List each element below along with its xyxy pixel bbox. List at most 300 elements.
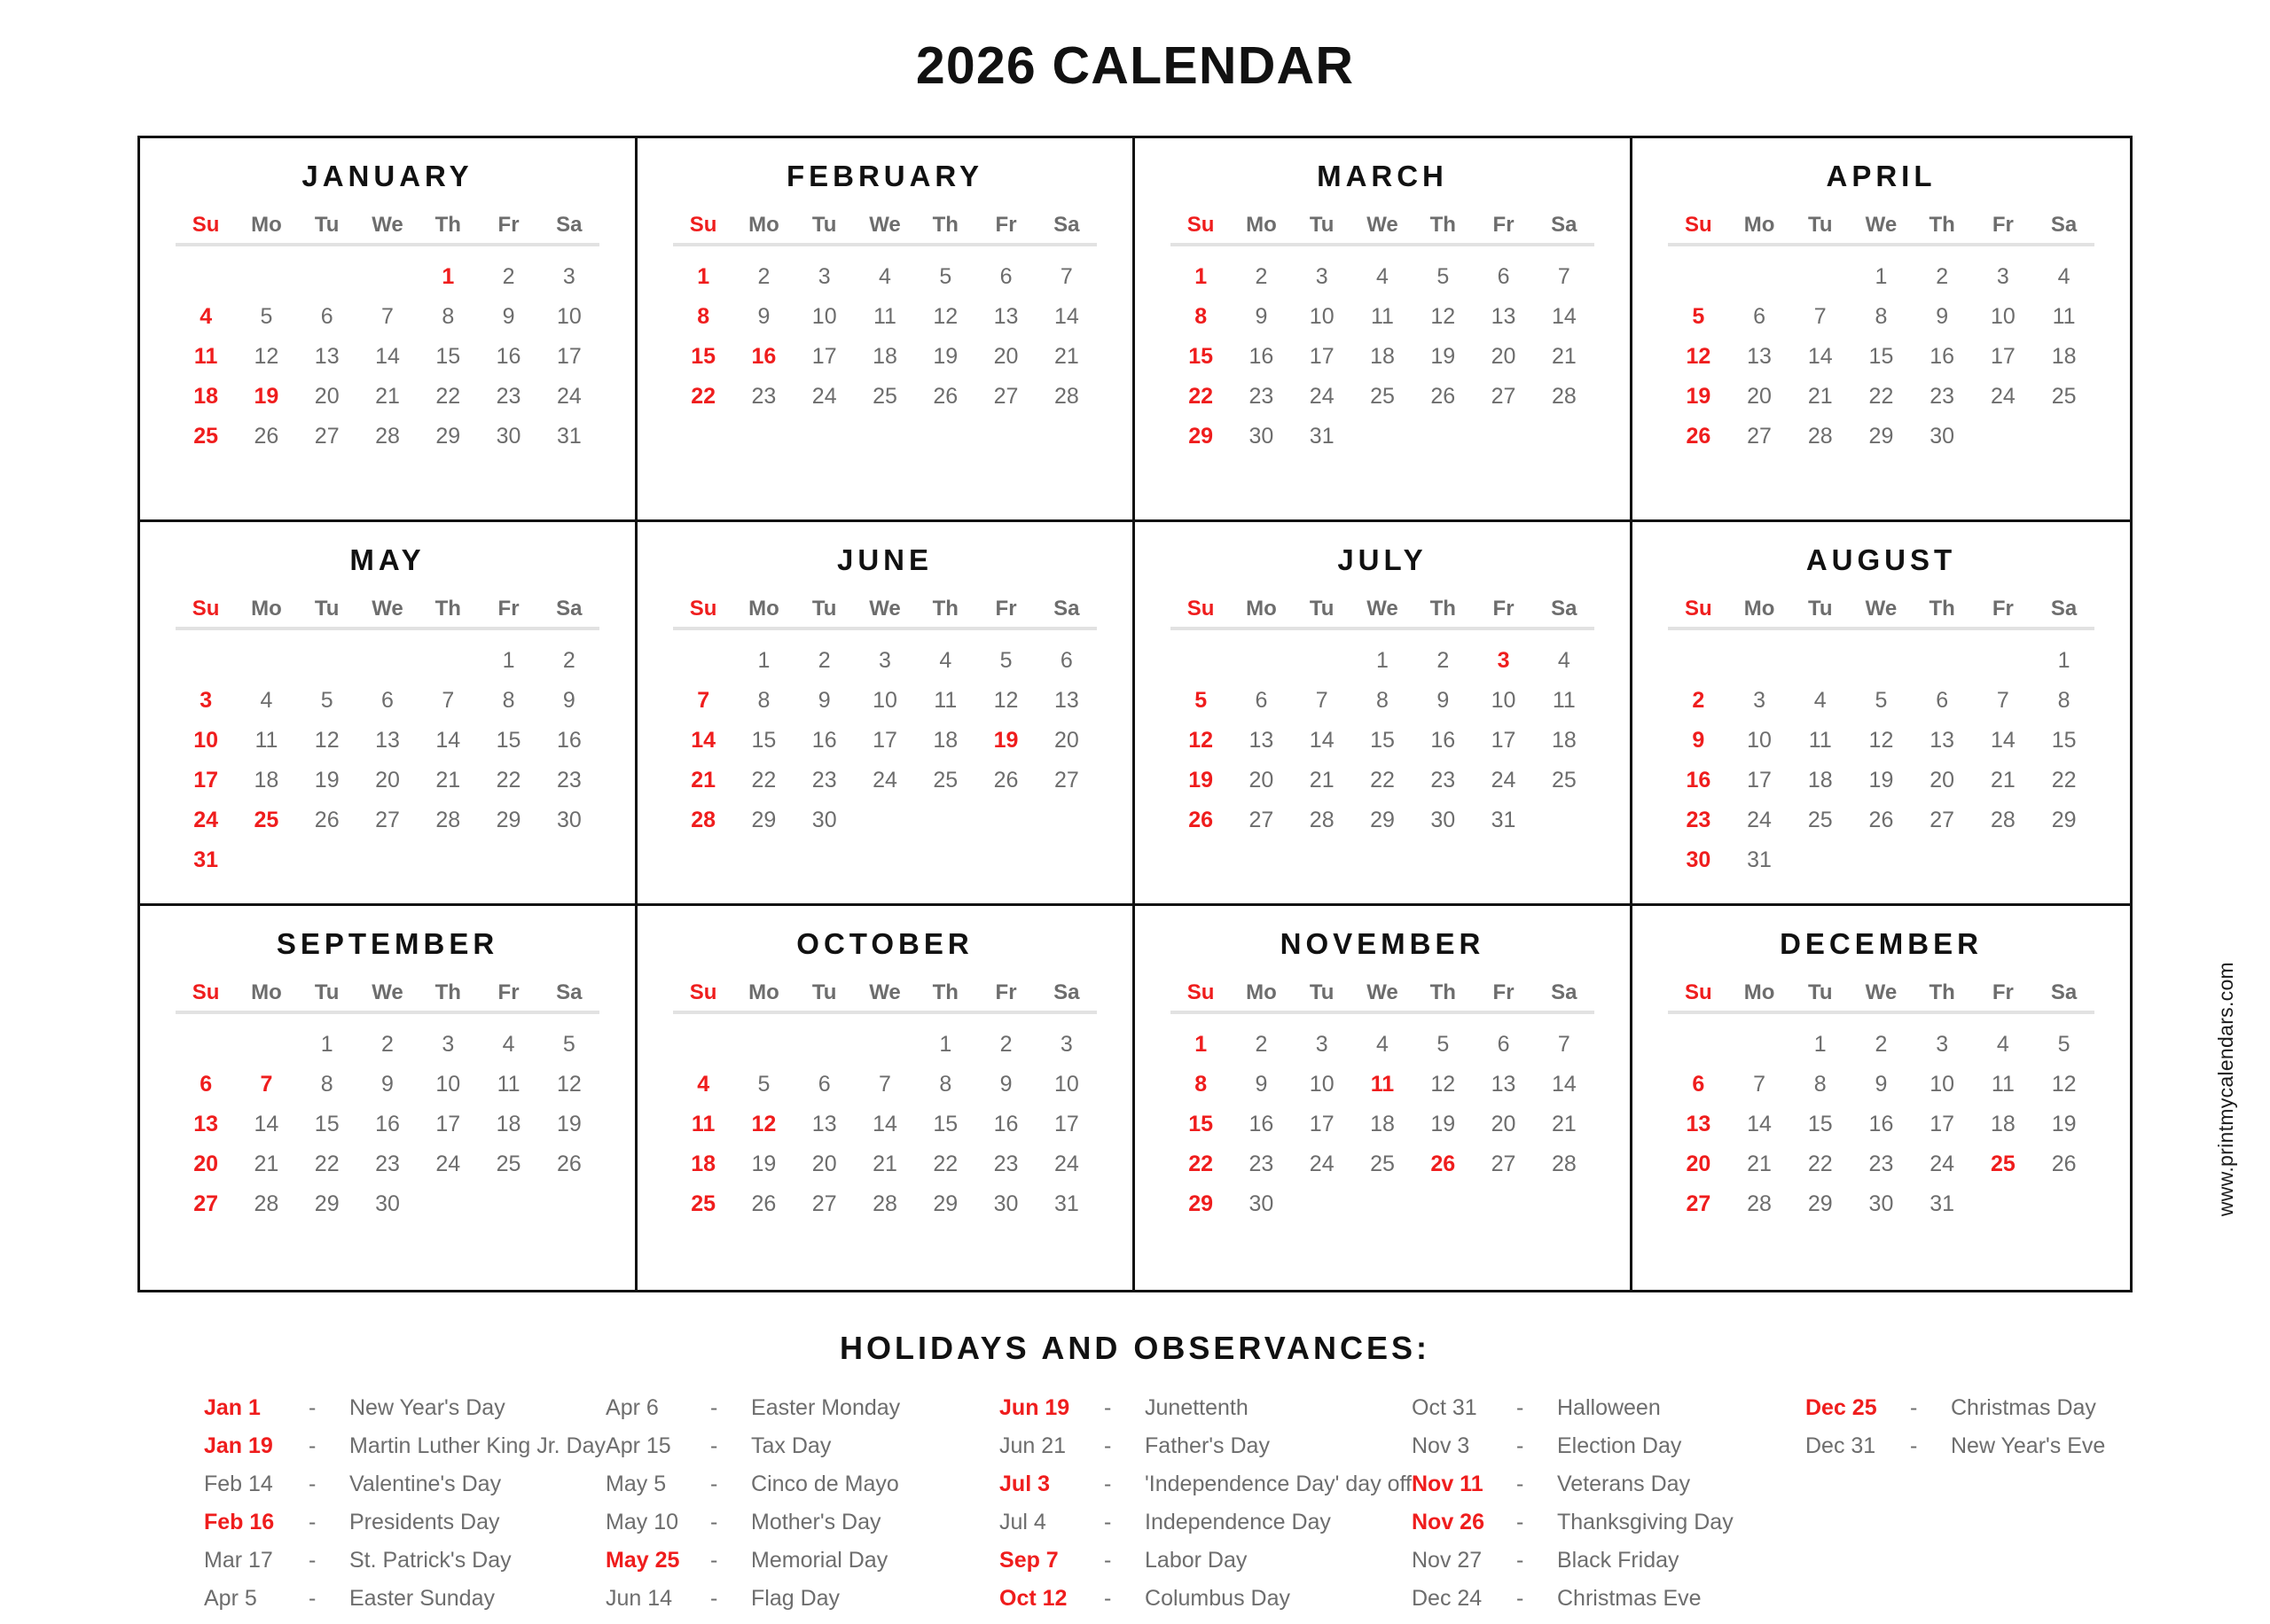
weekday-header-sa: Sa (1551, 212, 1577, 237)
holiday-row (999, 1586, 1412, 1624)
day-cell: 26 (314, 807, 340, 832)
day-cell: 17 (873, 727, 897, 753)
day-cell: 22 (314, 1151, 340, 1176)
day-cell: 7 (697, 687, 710, 713)
day-cell: 6 (381, 687, 394, 713)
day-cell: 19 (751, 1151, 777, 1176)
weekday-header-fr: Fr (1492, 596, 1515, 621)
day-cell: 1 (757, 647, 771, 673)
day-cell: 10 (1309, 1071, 1335, 1097)
day-cell: 24 (1990, 383, 2016, 409)
week-row (1668, 1105, 2094, 1144)
weekday-header-sa: Sa (556, 596, 583, 621)
day-cell: 5 (260, 303, 273, 329)
month-title: MARCH (1317, 159, 1448, 192)
month-block-june (638, 522, 1135, 906)
day-cell: 31 (556, 423, 582, 449)
day-cell: 24 (1309, 383, 1335, 409)
day-cell: 24 (811, 383, 837, 409)
day-cell: 18 (1370, 343, 1395, 369)
day-cell: 28 (435, 807, 461, 832)
week-row (1170, 630, 1594, 681)
day-cell: 15 (1868, 343, 1894, 369)
day-cell: 5 (562, 1031, 575, 1057)
weekday-header-th: Th (1429, 596, 1456, 621)
day-cell: 13 (1930, 727, 1955, 753)
day-cell: 19 (1686, 383, 1711, 409)
holiday-separator: - (1104, 1547, 1112, 1573)
holiday-separator: - (1104, 1585, 1112, 1611)
empty-day-cell (236, 630, 296, 681)
empty-day-cell (478, 1184, 538, 1224)
month-day-grid (176, 597, 599, 880)
day-cell: 31 (1747, 847, 1772, 872)
empty-day-cell (297, 246, 357, 297)
weekday-header-th: Th (434, 596, 461, 621)
holiday-row (204, 1510, 606, 1548)
day-cell: 7 (879, 1071, 891, 1097)
week-row (1170, 1014, 1594, 1065)
weekday-header-we: We (1366, 212, 1398, 237)
week-row (1668, 681, 2094, 721)
holiday-separator: - (309, 1433, 317, 1458)
week-row (176, 1014, 599, 1065)
day-cell: 26 (254, 423, 279, 449)
day-cell: 21 (873, 1151, 897, 1176)
day-cell: 10 (1309, 303, 1335, 329)
empty-day-cell (2033, 840, 2094, 880)
weekday-header-sa: Sa (1053, 980, 1080, 1004)
week-row (673, 1105, 1097, 1144)
day-cell: 17 (811, 343, 837, 369)
day-cell: 5 (1875, 687, 1888, 713)
day-cell: 31 (193, 847, 219, 872)
months-grid (137, 136, 2133, 1292)
day-cell: 2 (1436, 647, 1450, 673)
day-cell: 2 (1936, 263, 1949, 289)
weekday-header-th: Th (1929, 212, 1955, 237)
empty-day-cell (1729, 1014, 1790, 1065)
week-row (673, 377, 1097, 417)
day-cell: 11 (1370, 1071, 1395, 1097)
empty-day-cell (1352, 417, 1413, 457)
day-cell: 16 (1248, 343, 1274, 369)
day-cell: 3 (442, 1031, 455, 1057)
holiday-separator: - (710, 1433, 718, 1458)
day-cell: 12 (933, 303, 959, 329)
day-cell: 20 (1747, 383, 1772, 409)
day-cell: 26 (1430, 1151, 1456, 1176)
day-cell: 6 (1497, 1031, 1510, 1057)
day-cell: 31 (1930, 1191, 1955, 1216)
day-cell: 28 (375, 423, 400, 449)
month-day-grid (673, 597, 1097, 840)
month-day-grid (1170, 980, 1594, 1224)
week-row (1170, 1144, 1594, 1184)
day-cell: 1 (697, 263, 710, 289)
holiday-separator: - (309, 1394, 317, 1420)
day-cell: 9 (757, 303, 771, 329)
weekday-header-tu: Tu (1807, 980, 1833, 1004)
month-day-grid (673, 213, 1097, 417)
day-cell: 25 (193, 423, 219, 449)
empty-day-cell (855, 1014, 915, 1065)
week-row (1170, 417, 1594, 457)
day-cell: 7 (381, 303, 394, 329)
day-cell: 4 (697, 1071, 710, 1097)
day-cell: 17 (556, 343, 582, 369)
day-cell: 29 (2051, 807, 2077, 832)
day-cell: 21 (1053, 343, 1079, 369)
day-cell: 1 (939, 1031, 952, 1057)
day-cell: 5 (1194, 687, 1208, 713)
empty-day-cell (418, 1184, 478, 1224)
day-cell: 4 (1376, 263, 1389, 289)
day-cell: 23 (1248, 383, 1274, 409)
day-cell: 18 (1807, 767, 1833, 792)
day-cell: 1 (320, 1031, 333, 1057)
holiday-date: Jan 1 (204, 1394, 261, 1420)
holiday-column (204, 1395, 606, 1624)
holiday-date: Jul 3 (999, 1471, 1050, 1496)
day-cell: 29 (314, 1191, 340, 1216)
day-cell: 28 (1551, 1151, 1577, 1176)
weekday-header-mo: Mo (1743, 596, 1775, 621)
week-row (1170, 1184, 1594, 1224)
holiday-name: Father's Day (1145, 1433, 1270, 1458)
weekday-header-fr: Fr (1492, 980, 1515, 1004)
day-cell: 4 (502, 1031, 515, 1057)
day-cell: 14 (873, 1111, 897, 1136)
day-cell: 8 (320, 1071, 333, 1097)
week-row (1668, 417, 2094, 457)
empty-day-cell (236, 1014, 296, 1065)
weekday-header-mo: Mo (251, 980, 282, 1004)
holiday-row (606, 1395, 999, 1433)
day-cell: 27 (193, 1191, 219, 1216)
day-cell: 18 (1551, 727, 1577, 753)
holiday-name: Flag Day (751, 1585, 841, 1611)
day-cell: 19 (1430, 1111, 1456, 1136)
weekday-header-th: Th (1429, 212, 1456, 237)
day-cell: 8 (1194, 1071, 1208, 1097)
holiday-separator: - (309, 1547, 317, 1573)
day-cell: 28 (254, 1191, 279, 1216)
day-cell: 5 (1436, 263, 1450, 289)
day-cell: 5 (1436, 1031, 1450, 1057)
weekday-header-mo: Mo (1246, 596, 1277, 621)
holiday-separator: - (1516, 1547, 1524, 1573)
weekday-header-sa: Sa (1053, 212, 1080, 237)
day-cell: 29 (933, 1191, 959, 1216)
week-row (1668, 800, 2094, 840)
day-cell: 25 (933, 767, 959, 792)
day-cell: 29 (751, 807, 777, 832)
day-cell: 12 (1430, 303, 1456, 329)
day-cell: 14 (1053, 303, 1079, 329)
week-row (176, 681, 599, 721)
week-row (673, 1184, 1097, 1224)
day-cell: 12 (314, 727, 340, 753)
weekday-header-tu: Tu (811, 596, 837, 621)
day-cell: 27 (1747, 423, 1772, 449)
day-cell: 6 (1060, 647, 1073, 673)
month-day-grid (1668, 980, 2094, 1224)
day-cell: 26 (556, 1151, 582, 1176)
day-cell: 3 (1996, 263, 2009, 289)
holiday-separator: - (309, 1585, 317, 1611)
holiday-name: New Year's Eve (1951, 1433, 2106, 1458)
day-cell: 13 (314, 343, 340, 369)
week-row (673, 630, 1097, 681)
day-cell: 2 (1255, 263, 1268, 289)
day-cell: 27 (1053, 767, 1079, 792)
day-cell: 12 (993, 687, 1019, 713)
day-cell: 11 (1808, 727, 1832, 753)
holiday-row (1805, 1433, 2199, 1472)
day-cell: 21 (1747, 1151, 1772, 1176)
day-cell: 14 (435, 727, 461, 753)
day-cell: 11 (873, 303, 896, 329)
empty-day-cell (539, 1184, 599, 1224)
weekday-header-we: We (372, 212, 403, 237)
day-cell: 30 (375, 1191, 400, 1216)
day-cell: 5 (320, 687, 333, 713)
holiday-row (204, 1433, 606, 1472)
weekday-header-mo: Mo (748, 980, 779, 1004)
day-cell: 6 (818, 1071, 831, 1097)
day-cell: 27 (1686, 1191, 1711, 1216)
day-cell: 3 (1753, 687, 1765, 713)
day-cell: 12 (751, 1111, 777, 1136)
day-cell: 29 (1807, 1191, 1833, 1216)
day-cell: 21 (1990, 767, 2016, 792)
day-cell: 28 (1747, 1191, 1772, 1216)
weekday-header-fr: Fr (1492, 212, 1515, 237)
day-cell: 11 (254, 727, 278, 753)
day-cell: 13 (375, 727, 400, 753)
day-cell: 13 (1248, 727, 1274, 753)
week-row (1668, 721, 2094, 761)
empty-day-cell (418, 840, 478, 880)
week-row (673, 1065, 1097, 1105)
empty-day-cell (236, 246, 296, 297)
day-cell: 17 (1990, 343, 2016, 369)
day-cell: 19 (2051, 1111, 2077, 1136)
week-row (1668, 1144, 2094, 1184)
day-cell: 4 (200, 303, 213, 329)
week-row (1170, 800, 1594, 840)
day-cell: 2 (502, 263, 515, 289)
day-cell: 27 (314, 423, 340, 449)
day-cell: 6 (320, 303, 333, 329)
holiday-name: Mother's Day (751, 1509, 881, 1534)
empty-day-cell (357, 630, 418, 681)
weekday-header-mo: Mo (1743, 212, 1775, 237)
day-cell: 3 (1315, 263, 1328, 289)
day-cell: 26 (1188, 807, 1214, 832)
day-cell: 25 (1370, 1151, 1395, 1176)
day-cell: 26 (1430, 383, 1456, 409)
day-cell: 21 (1807, 383, 1833, 409)
day-cell: 18 (193, 383, 219, 409)
day-cell: 15 (314, 1111, 340, 1136)
empty-day-cell (1668, 1014, 1729, 1065)
empty-day-cell (1170, 630, 1231, 681)
day-cell: 10 (556, 303, 582, 329)
day-cell: 18 (873, 343, 897, 369)
weekday-header-th: Th (1929, 596, 1955, 621)
week-row (1170, 246, 1594, 297)
day-cell: 15 (496, 727, 521, 753)
weekday-header-sa: Sa (1053, 596, 1080, 621)
day-cell: 7 (1557, 263, 1570, 289)
holiday-date: May 10 (606, 1509, 678, 1534)
day-cell: 19 (1868, 767, 1894, 792)
weekday-header-su: Su (1685, 980, 1712, 1004)
day-cell: 14 (1551, 1071, 1577, 1097)
holiday-date: Jan 19 (204, 1433, 273, 1458)
day-cell: 9 (1436, 687, 1450, 713)
empty-day-cell (1729, 630, 1790, 681)
holiday-name: Election Day (1557, 1433, 1682, 1458)
day-cell: 15 (1188, 343, 1214, 369)
day-cell: 10 (1053, 1071, 1079, 1097)
holiday-row (606, 1586, 999, 1624)
empty-day-cell (1973, 1184, 2034, 1224)
holiday-name: Black Friday (1557, 1547, 1679, 1573)
weekday-header-we: We (869, 596, 901, 621)
holiday-row (999, 1510, 1412, 1548)
holiday-name: Memorial Day (751, 1547, 888, 1573)
day-cell: 23 (811, 767, 837, 792)
day-cell: 6 (999, 263, 1013, 289)
day-cell: 2 (1255, 1031, 1268, 1057)
day-cell: 13 (1491, 303, 1516, 329)
day-cell: 15 (691, 343, 716, 369)
day-cell: 27 (1248, 807, 1274, 832)
week-row (1170, 1065, 1594, 1105)
holiday-date: Apr 5 (204, 1585, 257, 1611)
day-cell: 17 (1309, 1111, 1335, 1136)
day-cell: 30 (556, 807, 582, 832)
weekday-header-tu: Tu (1309, 596, 1335, 621)
day-cell: 28 (691, 807, 716, 832)
day-cell: 8 (697, 303, 710, 329)
day-cell: 18 (933, 727, 959, 753)
day-cell: 8 (502, 687, 515, 713)
weekday-header-mo: Mo (251, 212, 282, 237)
weekday-header-fr: Fr (995, 212, 1017, 237)
day-cell: 17 (1747, 767, 1772, 792)
page-title: 2026 CALENDAR (915, 36, 1355, 95)
day-cell: 16 (751, 343, 777, 369)
day-cell: 7 (1996, 687, 2009, 713)
day-cell: 23 (993, 1151, 1019, 1176)
day-cell: 13 (1491, 1071, 1516, 1097)
weekday-header-mo: Mo (251, 596, 282, 621)
holiday-name: Valentine's Day (349, 1471, 502, 1496)
day-cell: 7 (1813, 303, 1827, 329)
day-cell: 11 (2052, 303, 2076, 329)
day-cell: 20 (1248, 767, 1274, 792)
holiday-date: Apr 15 (606, 1433, 671, 1458)
holiday-date: Apr 6 (606, 1394, 659, 1420)
empty-day-cell (2033, 1184, 2094, 1224)
empty-day-cell (2033, 417, 2094, 457)
day-cell: 8 (1813, 1071, 1827, 1097)
day-cell: 1 (1194, 263, 1208, 289)
weekday-header-th: Th (932, 596, 959, 621)
day-cell: 23 (751, 383, 777, 409)
empty-day-cell (1668, 630, 1729, 681)
day-cell: 17 (193, 767, 219, 792)
day-cell: 8 (1376, 687, 1389, 713)
day-cell: 27 (1491, 1151, 1516, 1176)
day-cell: 27 (1491, 383, 1516, 409)
day-cell: 6 (200, 1071, 213, 1097)
holiday-name: Christmas Day (1951, 1394, 2096, 1420)
weekday-header-fr: Fr (1992, 596, 2014, 621)
holiday-column (606, 1395, 999, 1624)
day-cell: 14 (1807, 343, 1833, 369)
day-cell: 11 (497, 1071, 521, 1097)
week-row (176, 1144, 599, 1184)
week-row (176, 1105, 599, 1144)
holiday-separator: - (1516, 1394, 1524, 1420)
day-cell: 15 (435, 343, 461, 369)
day-cell: 8 (1194, 303, 1208, 329)
month-title: APRIL (1826, 159, 1937, 192)
weekday-header-su: Su (1186, 212, 1215, 237)
day-cell: 6 (1692, 1071, 1705, 1097)
day-cell: 9 (1936, 303, 1949, 329)
holiday-row (999, 1433, 1412, 1472)
day-cell: 30 (1248, 1191, 1274, 1216)
holiday-separator: - (1104, 1509, 1112, 1534)
weekday-header-th: Th (434, 212, 461, 237)
weekday-header-th: Th (932, 212, 959, 237)
day-cell: 15 (1188, 1111, 1214, 1136)
empty-day-cell (733, 1014, 794, 1065)
week-row (1170, 297, 1594, 337)
day-cell: 23 (496, 383, 521, 409)
day-cell: 1 (1875, 263, 1888, 289)
weekday-header-fr: Fr (995, 596, 1017, 621)
empty-day-cell (1912, 840, 1973, 880)
day-cell: 25 (254, 807, 279, 832)
day-cell: 21 (435, 767, 461, 792)
day-cell: 18 (1990, 1111, 2016, 1136)
holiday-name: Columbus Day (1145, 1585, 1290, 1611)
week-row (1170, 761, 1594, 800)
day-cell: 30 (1868, 1191, 1894, 1216)
holiday-date: Jun 19 (999, 1394, 1070, 1420)
holiday-date: Dec 31 (1805, 1433, 1876, 1458)
holiday-name: Easter Sunday (349, 1585, 495, 1611)
week-row (176, 630, 599, 681)
empty-day-cell (1292, 1184, 1352, 1224)
day-cell: 20 (1053, 727, 1079, 753)
holiday-separator: - (710, 1394, 718, 1420)
week-row (176, 800, 599, 840)
day-cell: 11 (934, 687, 958, 713)
holiday-date: Jul 4 (999, 1509, 1046, 1534)
day-cell: 25 (496, 1151, 521, 1176)
day-cell: 24 (873, 767, 897, 792)
holiday-date: Nov 3 (1412, 1433, 1470, 1458)
day-cell: 22 (496, 767, 521, 792)
